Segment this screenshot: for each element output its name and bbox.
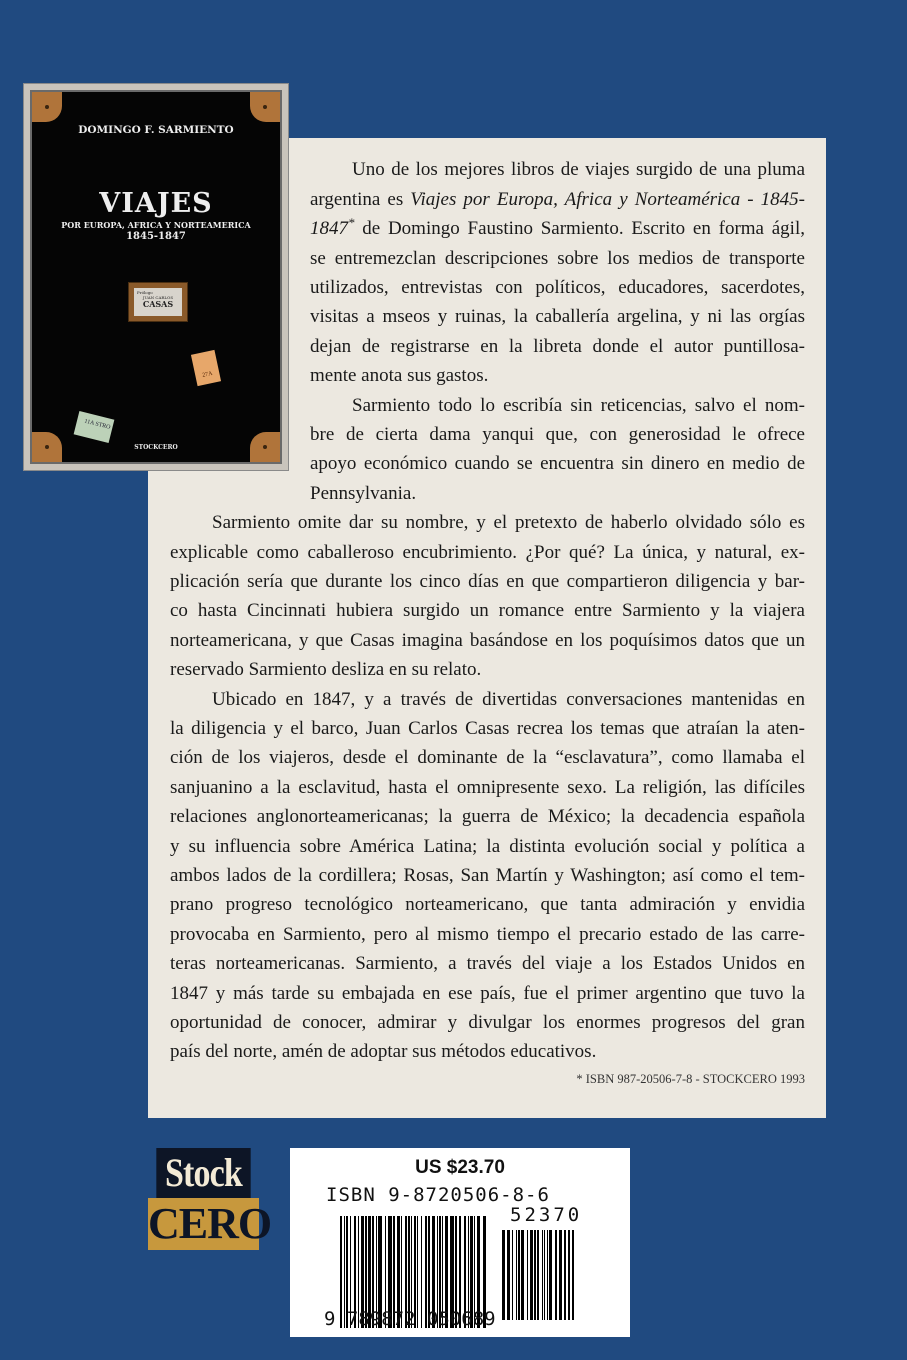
text-line: 1847 y más tarde su embajada en ese país, fue el primer argentino que tuvo la (170, 982, 805, 1004)
text-line: bre de cierta dama yanqui que, con generosidad le ofrece (310, 423, 805, 445)
text-line (310, 214, 805, 243)
text-line: Uno de los mejores libros de viajes surgido de una pluma (352, 159, 805, 181)
text-segment: Viajes por Europa, Africa y Norteamérica - 1845- (410, 188, 806, 210)
barcode-bar (530, 1230, 533, 1320)
text-line: utilizados, entrevistas con políticos, educadores, sacerdotes, (310, 276, 805, 298)
barcode-bar (547, 1230, 548, 1320)
text-line: país del norte, amén de adoptar sus métodos educativos. (170, 1041, 597, 1063)
text-line: Pennsylvania. (310, 482, 417, 504)
cover-years: 1845-1847 (126, 231, 186, 242)
text-segment: * (348, 214, 355, 230)
text-line: Ubicado en 1847, y a través de divertidas conversaciones mantenidas en (212, 688, 805, 710)
text-line: ción de los viajeros, desde el dominante de la “esclavatura”, como llamaba el (170, 747, 805, 769)
text-line: sanjuanino a la esclavitud, hasta el omnipresente sexo. La religión, las difíciles (170, 776, 805, 798)
barcode-bar (507, 1230, 510, 1320)
stamp-image (191, 350, 221, 386)
price: US $23.70 (415, 1157, 505, 1178)
cover-subtitle: POR EUROPA, AFRICA Y NORTEAMERICA (61, 220, 251, 230)
barcode-bar (568, 1230, 570, 1320)
barcode-bar (542, 1230, 543, 1320)
text-line: explicable como caballeroso encubrimiento. ¿Por qué? La única, y natural, ex- (170, 541, 805, 563)
barcode-bar (527, 1230, 528, 1320)
stamp-text: 27A (201, 370, 214, 379)
text-line: visitas a mseos y ruinas, la caballería argelina, y ni las orgías (310, 306, 805, 328)
barcode-bar (537, 1230, 539, 1320)
cover-publisher: STOCKCERO (134, 444, 178, 451)
barcode-bar (518, 1230, 520, 1320)
barcode-bar (572, 1230, 574, 1320)
text-line: reservado Sarmiento desliza en su relato. (170, 659, 482, 681)
text-line: mente anota sus gastos. (310, 365, 489, 387)
text-segment: de Domingo Faustino Sarmiento. Escrito en forma ágil, (354, 218, 805, 240)
text-line: la diligencia y el barco, Juan Carlos Casas recrea los temas que atraían la aten- (170, 717, 805, 739)
ean-digits: 9 789872 050689 (324, 1308, 496, 1330)
prologue-author-first: JUAN CARLOS (142, 295, 174, 300)
footnote: * ISBN 987-20506-7-8 - STOCKCERO 1993 (576, 1072, 805, 1086)
cover-author: DOMINGO F. SARMIENTO (78, 124, 234, 136)
text-line: plicación sería que durante los cinco días en que compartieron diligencia y bar- (170, 570, 805, 592)
text-line: relaciones anglonorteamericanas; la guerra de México; la decadencia española (170, 806, 805, 828)
text-line: co hasta Cincinnati hubiera surgido un romance entre Sarmiento y la viajera (170, 600, 805, 622)
text-line: se entremezclan descripciones sobre los medios de transporte (310, 247, 805, 269)
ticket-image (74, 411, 115, 443)
ticket-text: 11A STRO (83, 418, 111, 431)
corner-ornament (250, 92, 280, 122)
text-line: oportunidad de conocer, admirar y divulgar los enormes progresos del gran (170, 1011, 805, 1033)
prologue-plate (128, 282, 188, 322)
text-line: Sarmiento omite dar su nombre, y el pretexto de haberlo olvidado sólo es (212, 512, 805, 534)
text-line: dejan de registrarse en la libreta donde el autor puntillosa- (310, 335, 805, 357)
barcode-bar (564, 1230, 566, 1320)
barcode-bar (502, 1230, 505, 1320)
price-addon-digits: 52370 (510, 1204, 583, 1226)
front-cover-thumbnail (24, 84, 288, 470)
text-line: apoyo económico cuando se encuentra sin dinero en medio de (310, 453, 805, 475)
barcode-bar (555, 1230, 557, 1320)
isbn-text: ISBN 9-8720506-8-6 (326, 1184, 550, 1206)
barcode-bar (534, 1230, 536, 1320)
logo-bottom-text: CERO (148, 1199, 272, 1248)
corner-ornament (32, 92, 62, 122)
barcode-bar (516, 1230, 517, 1320)
prologue-author-last: CASAS (142, 299, 174, 309)
prologue-label: Prólogo (137, 290, 153, 295)
barcode-bar (521, 1230, 524, 1320)
text-line: provocaba en Sarmiento, pero al mismo tiempo el precario estado de las carre- (170, 923, 805, 945)
stockcero-logo (148, 1148, 272, 1250)
logo-top-text: Stock (156, 1148, 250, 1198)
barcode-bar (559, 1230, 562, 1320)
text-line: y su influencia sobre América Latina; la distinta evolución social y política a (170, 835, 805, 857)
text-line: teras norteamericanas. Sarmiento, a través del viaje a los Estados Unidos en (170, 953, 805, 975)
text-line: norteamericana, y que Casas imagina basándose en los poquísimos datos que un (170, 629, 805, 651)
text-line: Sarmiento todo lo escribía sin reticencias, salvo el nom- (352, 394, 805, 416)
text-segment: argentina es (310, 188, 411, 210)
barcode-bar (549, 1230, 552, 1320)
barcode-label (290, 1148, 630, 1337)
addon-barcode (502, 1230, 577, 1320)
barcode-bar (544, 1230, 545, 1320)
text-segment: 1847 (310, 218, 348, 240)
text-line: prano progreso tecnológico norteamericano, que tanta admiración y envidia (170, 894, 805, 916)
barcode-bar (512, 1230, 513, 1320)
text-line (310, 185, 805, 214)
cover-title: VIAJES (99, 188, 213, 219)
text-line: ambos lados de la cordillera; Rosas, San Martín y Washington; así como el tem- (170, 864, 805, 886)
